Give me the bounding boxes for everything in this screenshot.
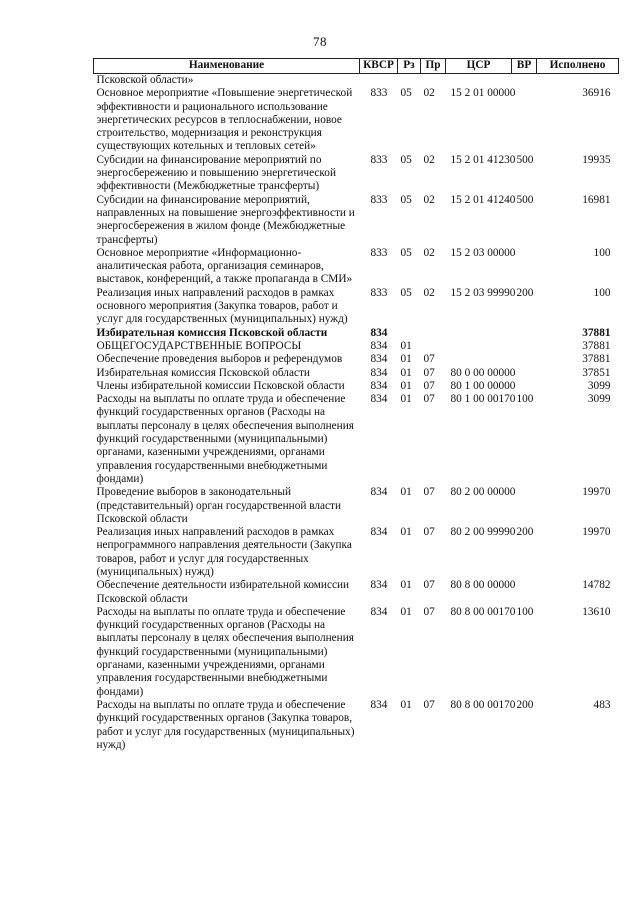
row-rz: 01 bbox=[400, 486, 412, 499]
row-rz: 01 bbox=[400, 698, 412, 711]
row-name: Субсидии на финансирование мероприятий, направленных на повышение энергоэффективности и энергосбережения в жилом фонде (Межбюджетные трансферты) bbox=[96, 193, 355, 246]
row-name: Реализация иных направлений расходов в рамках непрограммного направления деятельности (Закупка товаров, работ и услуг для государственных (муниципальных) нужд) bbox=[96, 526, 352, 578]
row-pr: 02 bbox=[423, 286, 435, 299]
header-kvsr: КВСР bbox=[360, 59, 398, 74]
row-csr: 80 2 00 00000 bbox=[450, 486, 516, 499]
row-kvsr: 833 bbox=[370, 246, 388, 259]
table-row bbox=[94, 154, 619, 194]
row-vr: 100 bbox=[516, 393, 534, 406]
row-csr: 80 0 00 00000 bbox=[450, 366, 516, 379]
row-kvsr: 834 bbox=[370, 605, 388, 618]
row-vr bbox=[512, 327, 537, 340]
header-row bbox=[94, 59, 619, 74]
row-sum: 3099 bbox=[587, 379, 611, 392]
row-sum: 100 bbox=[593, 246, 611, 259]
row-pr: 07 bbox=[423, 526, 435, 539]
row-name: Избирательная комиссия Псковской области bbox=[96, 366, 310, 379]
row-pr: 02 bbox=[423, 87, 435, 100]
table-row bbox=[94, 287, 619, 327]
row-rz: 01 bbox=[400, 605, 412, 618]
row-csr: 80 8 00 00170 bbox=[450, 698, 516, 711]
row-csr: 15 2 03 99990 bbox=[450, 286, 516, 299]
row-name: Субсидии на финансирование мероприятий по энергосбережению и повышению энергетической эффективности (Межбюджетные трансферты) bbox=[96, 153, 336, 193]
row-sum: 3099 bbox=[587, 393, 611, 406]
row-vr bbox=[512, 74, 537, 88]
table-row bbox=[94, 74, 619, 88]
row-rz bbox=[398, 327, 421, 340]
row-sum: 16981 bbox=[582, 193, 611, 206]
table-row bbox=[94, 606, 619, 699]
row-csr: 15 2 01 41240 bbox=[450, 193, 516, 206]
row-sum: 37851 bbox=[582, 366, 611, 379]
row-rz: 01 bbox=[400, 379, 412, 392]
table-row bbox=[94, 367, 619, 380]
row-name: ОБЩЕГОСУДАРСТВЕННЫЕ ВОПРОСЫ bbox=[96, 339, 302, 352]
row-vr: 100 bbox=[516, 605, 534, 618]
row-vr: 500 bbox=[516, 193, 534, 206]
row-csr: 15 2 03 00000 bbox=[450, 246, 516, 259]
page-number: 78 bbox=[313, 34, 327, 49]
row-name: Расходы на выплаты по оплате труда и обеспечение функций государственных органов (Расходы на выплаты персоналу в целях обеспечения выполнения функций государственными (муниципальными) органами, казенными учреждениями, органами управления государственными внебюджетными фондами) bbox=[96, 393, 354, 485]
row-pr bbox=[421, 74, 446, 88]
row-name: Члены избирательной комиссии Псковской области bbox=[96, 379, 345, 392]
row-csr bbox=[446, 340, 512, 353]
row-kvsr: 834 bbox=[370, 326, 388, 339]
row-csr: 80 2 00 99990 bbox=[450, 526, 516, 539]
row-kvsr bbox=[360, 74, 398, 88]
row-rz: 01 bbox=[400, 366, 412, 379]
row-pr: 07 bbox=[423, 353, 435, 366]
row-kvsr: 833 bbox=[370, 193, 388, 206]
row-csr: 80 8 00 00170 bbox=[450, 605, 516, 618]
table-row bbox=[94, 327, 619, 340]
row-sum: 483 bbox=[593, 698, 611, 711]
row-csr: 80 8 00 00000 bbox=[450, 579, 516, 592]
row-csr: 15 2 01 41230 bbox=[450, 153, 516, 166]
row-sum: 36916 bbox=[582, 87, 611, 100]
row-name: Избирательная комиссия Псковской области bbox=[96, 326, 328, 339]
row-rz: 01 bbox=[400, 353, 412, 366]
table-row bbox=[94, 393, 619, 486]
row-sum: 19935 bbox=[582, 153, 611, 166]
row-name: Псковской области» bbox=[96, 74, 194, 86]
row-csr bbox=[446, 327, 512, 340]
row-name: Расходы на выплаты по оплате труда и обеспечение функций государственных органов (Закупка товаров, работ и услуг для государственных (муниципальных) нужд) bbox=[96, 698, 355, 751]
table-row bbox=[94, 579, 619, 606]
row-kvsr: 834 bbox=[370, 339, 388, 352]
row-sum: 37881 bbox=[582, 353, 611, 366]
row-rz: 05 bbox=[400, 153, 412, 166]
row-name: Реализация иных направлений расходов в рамках основного мероприятия (Закупка товаров, работ и услуг для государственных (муниципальных) нужд) bbox=[96, 286, 348, 326]
row-csr bbox=[446, 353, 512, 366]
row-kvsr: 834 bbox=[370, 379, 388, 392]
row-pr: 07 bbox=[423, 698, 435, 711]
row-sum: 37881 bbox=[582, 339, 611, 352]
row-pr bbox=[421, 327, 446, 340]
row-kvsr: 834 bbox=[370, 526, 388, 539]
table-row bbox=[94, 194, 619, 247]
row-rz: 01 bbox=[400, 339, 412, 352]
row-pr: 07 bbox=[423, 605, 435, 618]
row-pr: 07 bbox=[423, 393, 435, 406]
row-name: Обеспечение проведения выборов и референдумов bbox=[96, 353, 343, 366]
row-pr: 02 bbox=[423, 153, 435, 166]
row-rz: 01 bbox=[400, 393, 412, 406]
row-name: Проведение выборов в законодательный (представительный) орган государственной власти Псковской области bbox=[96, 486, 342, 525]
table-row bbox=[94, 247, 619, 287]
row-name: Расходы на выплаты по оплате труда и обеспечение функций государственных органов (Расходы на выплаты персоналу в целях обеспечения выполнения функций государственными (муниципальными) органами, казенными учреждениями, органами управления государственными внебюджетными фондами) bbox=[96, 605, 354, 698]
row-name: Основное мероприятие «Повышение энергетической эффективности и рационального использование энергетических ресурсов в теплоснабжении, новое строительство, модернизация и реконструкция существующих котельных и тепловых сетей» bbox=[96, 87, 353, 153]
table-row bbox=[94, 380, 619, 393]
row-sum: 14782 bbox=[582, 579, 611, 592]
row-rz: 05 bbox=[400, 87, 412, 100]
row-name: Обеспечение деятельности избирательной комиссии Псковской области bbox=[96, 579, 350, 605]
row-pr: 02 bbox=[423, 246, 435, 259]
row-sum bbox=[537, 74, 619, 88]
row-kvsr: 833 bbox=[370, 87, 388, 100]
row-kvsr: 833 bbox=[370, 286, 388, 299]
table-header bbox=[94, 59, 619, 74]
row-pr: 07 bbox=[423, 366, 435, 379]
row-kvsr: 834 bbox=[370, 486, 388, 499]
row-sum: 37881 bbox=[582, 326, 611, 339]
row-vr: 200 bbox=[516, 526, 534, 539]
table-row bbox=[94, 87, 619, 153]
row-rz: 01 bbox=[400, 526, 412, 539]
row-kvsr: 833 bbox=[370, 153, 388, 166]
row-sum: 100 bbox=[593, 286, 611, 299]
row-vr: 200 bbox=[516, 286, 534, 299]
table-row bbox=[94, 699, 619, 752]
table-row bbox=[94, 486, 619, 526]
table-row bbox=[94, 526, 619, 579]
row-pr: 02 bbox=[423, 193, 435, 206]
row-kvsr: 834 bbox=[370, 698, 388, 711]
row-csr: 15 2 01 00000 bbox=[450, 87, 516, 100]
table-body bbox=[94, 74, 619, 753]
row-name: Основное мероприятие «Информационно-аналитическая работа, организация семинаров, выставок, конференций, а также пропаганда в СМИ» bbox=[96, 246, 353, 286]
row-vr: 200 bbox=[516, 698, 534, 711]
row-vr bbox=[512, 353, 537, 366]
row-csr bbox=[446, 74, 512, 88]
row-csr: 80 1 00 00170 bbox=[450, 393, 516, 406]
row-sum: 13610 bbox=[582, 605, 611, 618]
row-pr: 07 bbox=[423, 486, 435, 499]
row-pr: 07 bbox=[423, 579, 435, 592]
header-name: Наименование bbox=[94, 59, 360, 74]
row-csr: 80 1 00 00000 bbox=[450, 379, 516, 392]
row-rz: 05 bbox=[400, 193, 412, 206]
row-vr: 500 bbox=[516, 153, 534, 166]
table-row bbox=[94, 353, 619, 366]
row-rz: 05 bbox=[400, 246, 412, 259]
row-rz: 05 bbox=[400, 286, 412, 299]
row-pr: 07 bbox=[423, 379, 435, 392]
budget-execution-table bbox=[93, 58, 619, 752]
header-sum: Исполнено bbox=[537, 59, 619, 74]
header-rz: Рз bbox=[398, 59, 421, 74]
header-pr: Пр bbox=[421, 59, 446, 74]
row-sum: 19970 bbox=[582, 486, 611, 499]
row-rz bbox=[398, 74, 421, 88]
row-kvsr: 834 bbox=[370, 579, 388, 592]
table-row bbox=[94, 340, 619, 353]
header-csr: ЦСР bbox=[446, 59, 512, 74]
row-sum: 19970 bbox=[582, 526, 611, 539]
row-rz: 01 bbox=[400, 579, 412, 592]
header-vr: ВР bbox=[512, 59, 537, 74]
row-pr bbox=[421, 340, 446, 353]
row-kvsr: 834 bbox=[370, 353, 388, 366]
row-kvsr: 834 bbox=[370, 393, 388, 406]
row-kvsr: 834 bbox=[370, 366, 388, 379]
row-vr bbox=[512, 340, 537, 353]
